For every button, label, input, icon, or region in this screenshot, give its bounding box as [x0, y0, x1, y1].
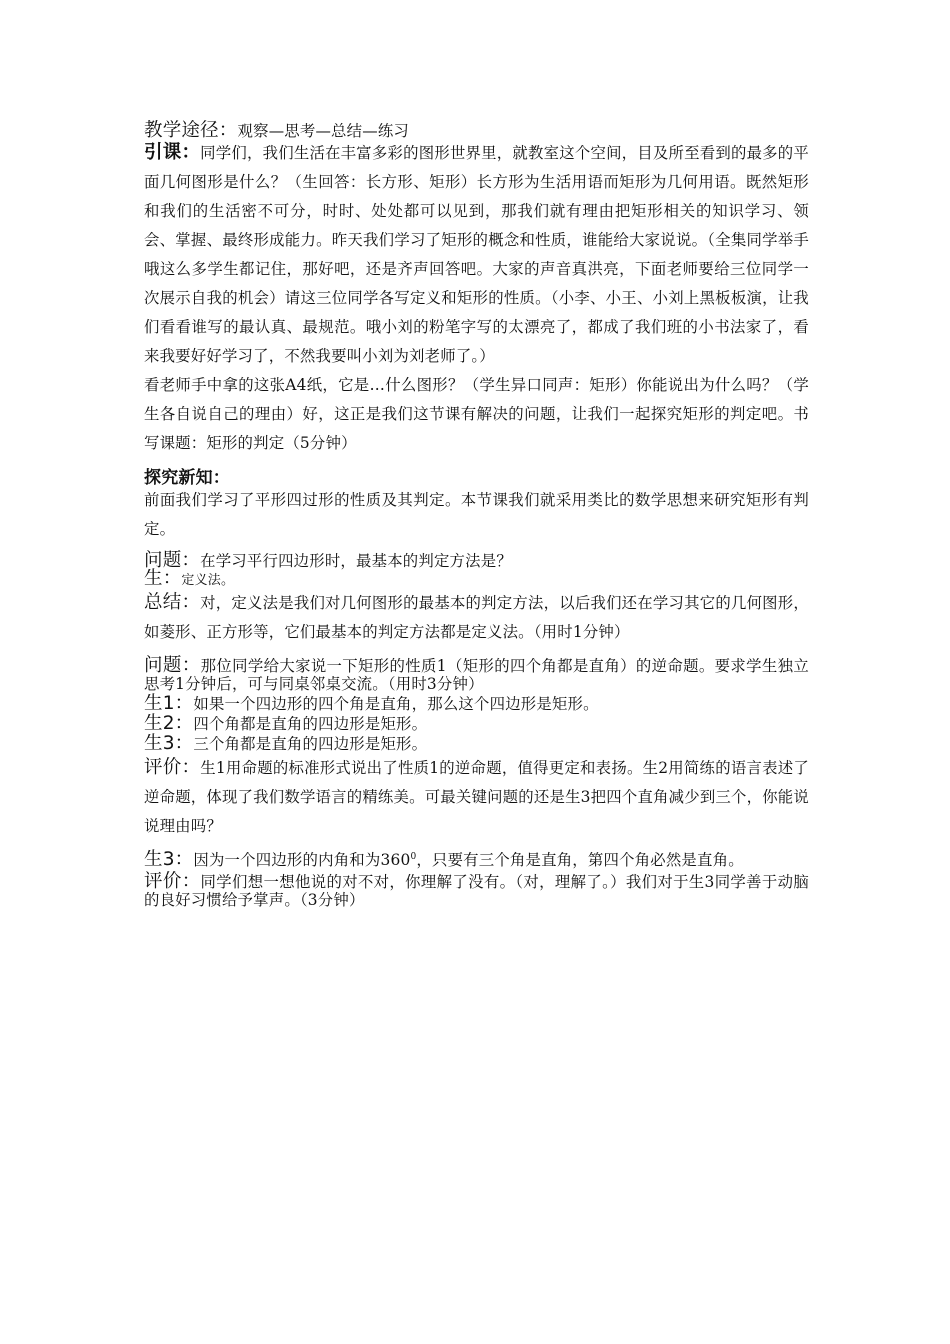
evaluation-1-label: 评价： — [144, 757, 201, 778]
question-1 — [144, 552, 809, 570]
summary-label: 总结： — [144, 592, 201, 613]
student-2-label: 生2： — [144, 713, 194, 734]
question-2-text: 那位同学给大家说一下矩形的性质1（矩形的四个角都是直角）的逆命题。要求学生独立思考1分钟后，可与同桌邻桌交流。（用时3分钟） — [144, 657, 809, 693]
evaluation-2 — [144, 873, 809, 909]
student-3-label: 生3： — [144, 733, 194, 754]
question-1-label: 问题： — [144, 550, 201, 571]
student-1-label: 生1： — [144, 693, 194, 714]
teaching-approach-label: 教学途径： — [144, 120, 238, 141]
question-2-label: 问题： — [144, 655, 201, 676]
student-3-reason — [144, 851, 809, 869]
answer-1 — [144, 570, 809, 590]
explore-paragraph — [144, 486, 809, 544]
student-1-text: 如果一个四边形的四个角是直角，那么这个四边形是矩形。 — [193, 695, 599, 713]
student-2-answer — [144, 715, 809, 733]
student-3-reason-label: 生3： — [144, 849, 194, 870]
explore-text: 前面我们学习了平形四过形的性质及其判定。本节课我们就采用类比的数学思想来研究矩形有判定。 — [144, 491, 809, 538]
explore-heading: 探究新知： — [144, 468, 230, 488]
lead-in-text: 同学们，我们生活在丰富多彩的图形世界里，就教室这个空间，目及所至看到的最多的平面几何图形是什么？（生回答：长方形、矩形）长方形为生活用语而矩形为几何用语。既然矩形和我们的生活密不可分，时时、处处都可以见到，那我们就有理由把矩形相关的知识学习、领会、掌握、最终形成能力。昨天我们学习了矩形的概念和性质，谁能给大家说说。（全集同学举手哦这么多学生都记住，那好吧，还是齐声回答吧。大家的声音真洪亮，下面老师要给三位同学一次展示自我的机会）请这三位同学各写定义和矩形的性质。（小李、小王、小刘上黑板板演，让我们看看谁写的最认真、最规范。哦小刘的粉笔字写的太漂亮了，都成了我们班的小书法家了，看来我要好好学习了，不然我要叫小刘为刘老师了。） — [144, 144, 809, 365]
student-3-reason-text-b: ，只要有三个角是直角，第四个角必然是直角。 — [416, 851, 744, 869]
summary-text: 对，定义法是我们对几何图形的最基本的判定方法，以后我们还在学习其它的几何图形，如菱形、正方形等，它们最基本的判定方法都是定义法。（用时1分钟） — [144, 594, 809, 641]
student-2-text: 四个角都是直角的四边形是矩形。 — [193, 715, 428, 733]
student-3-reason-text-a: 因为一个四边形的内角和为360 — [193, 851, 411, 869]
evaluation-2-text: 同学们想一想他说的对不对，你理解了没有。（对，理解了。）我们对于生3同学善于动脑的良好习惯给予掌声。（3分钟） — [144, 873, 809, 909]
evaluation-2-label: 评价： — [144, 871, 201, 892]
teaching-approach-text: 观察—思考—总结—练习 — [237, 122, 410, 140]
evaluation-1 — [144, 753, 809, 841]
degree-superscript: 0 — [410, 851, 417, 862]
question-2 — [144, 657, 809, 693]
student-3-text: 三个角都是直角的四边形是矩形。 — [193, 735, 428, 753]
document-page — [144, 122, 809, 909]
lead-in-label: 引课： — [144, 142, 201, 163]
a4-paper-text: 看老师手中拿的这张A4纸，它是…什么图形？（学生异口同声：矩形）你能说出为什么吗？（学生各自说自己的理由）好，这正是我们这节课有解决的问题，让我们一起探究矩形的判定吧。书写课题：矩形的判定（5分钟） — [144, 376, 809, 452]
answer-1-label: 生： — [144, 568, 182, 589]
student-3-answer — [144, 735, 809, 753]
a4-paper-paragraph — [144, 371, 809, 458]
summary-paragraph — [144, 588, 809, 647]
question-1-text: 在学习平行四边形时，最基本的判定方法是？ — [200, 552, 512, 570]
lead-in-paragraph — [144, 138, 809, 371]
student-1-answer — [144, 695, 809, 713]
answer-1-text: 定义法。 — [181, 573, 235, 588]
evaluation-1-text: 生1用命题的标准形式说出了性质1的逆命题，值得更定和表扬。生2用简练的语言表述了逆命题，体现了我们数学语言的精练美。可最关键问题的还是生3把四个直角减少到三个，你能说说理由吗？ — [144, 759, 809, 835]
